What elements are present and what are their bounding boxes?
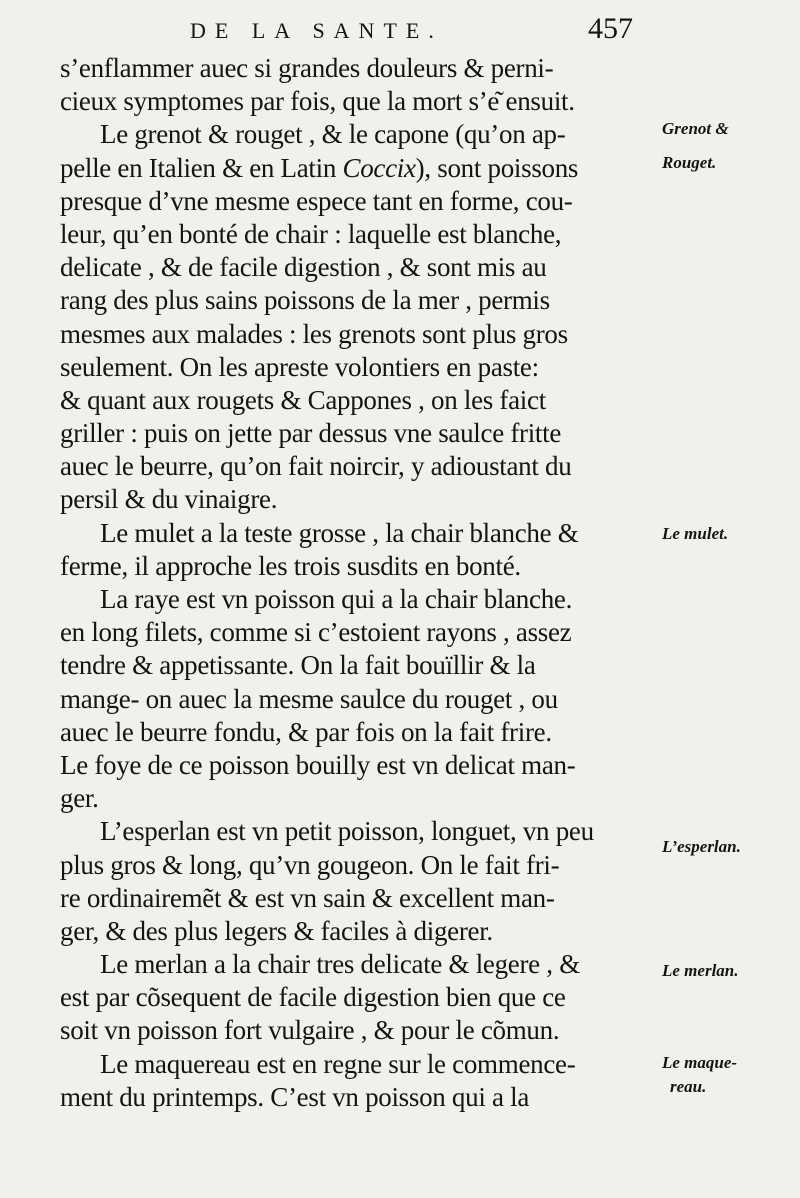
text-line: ger. <box>60 783 99 814</box>
text-line: griller : puis on jette par dessus vne saulce fritte <box>60 418 561 449</box>
paragraph-mulet-start: Le mulet a la teste grosse , la chair blanche & <box>100 517 579 548</box>
paragraph-raye-start: La raye est vn poisson qui a la chair blanche. <box>100 584 573 614</box>
latin-term: Coccix <box>342 152 416 183</box>
text-fragment: pelle en Italien & en Latin <box>60 152 343 183</box>
text-line: re ordinairemẽt & est vn sain & excellent man- <box>60 882 555 913</box>
margin-note-grenot: Grenot & <box>662 119 729 138</box>
running-title: DE LA SANTE. <box>190 18 443 43</box>
text-line: Le foye de ce poisson bouilly est vn delicat man- <box>60 749 576 780</box>
margin-note-rouget: Rouget. <box>662 153 717 172</box>
text-line: auec le beurre, qu’on fait noircir, y adioustant du <box>60 451 572 482</box>
text-line: soit vn poisson fort vulgaire , & pour le cõmun. <box>60 1015 560 1046</box>
margin-note-maquereau: Le maque- <box>662 1053 738 1072</box>
text-line: persil & du vinaigre. <box>60 484 278 515</box>
text-fragment: ), sont poissons <box>415 152 579 183</box>
margin-note-merlan: Le merlan. <box>662 961 739 980</box>
page-number: 457 <box>588 12 633 45</box>
text-line: est par cõsequent de facile digestion bien que ce <box>60 982 566 1013</box>
text-line: s’enflammer auec si grandes douleurs & perni- <box>60 53 554 83</box>
text-line: & quant aux rougets & Cappones , on les faict <box>60 384 546 415</box>
margin-note-esperlan: L’esperlan. <box>662 837 741 856</box>
margin-note-maquereau-cont: reau. <box>670 1077 707 1096</box>
text-line: rang des plus sains poissons de la mer , permis <box>60 285 550 316</box>
text-line: mange- on auec la mesme saulce du rouget , ou <box>60 683 558 714</box>
text-line: presque d’vne mesme espece tant en forme, cou- <box>60 185 573 216</box>
text-line: ferme, il approche les trois susdits en bonté. <box>60 550 521 581</box>
text-line: cieux symptomes par fois, que la mort s’e͂ ensuit. <box>60 86 575 117</box>
text-line: auec le beurre fondu, & par fois on la fait frire. <box>60 716 552 747</box>
text-line: plus gros & long, qu’vn gougeon. On le fait fri- <box>60 849 560 880</box>
paragraph-maquereau-start: Le maquereau est en regne sur le commence- <box>100 1048 576 1079</box>
text-line: tendre & appetissante. On la fait bouïllir & la <box>60 650 536 681</box>
paragraph-merlan-start: Le merlan a la chair tres delicate & legere , & <box>100 949 580 980</box>
text-line: en long filets, comme si c’estoient rayons , assez <box>60 617 572 648</box>
paragraph-esperlan-start: L’esperlan est vn petit poisson, longuet, vn peu <box>100 816 594 847</box>
paragraph-grenot-start: Le grenot & rouget , & le capone (qu’on ap- <box>100 119 566 150</box>
text-line: delicate , & de facile digestion , & sont mis au <box>60 252 547 283</box>
text-line: mesmes aux malades : les grenots sont plus gros <box>60 318 568 349</box>
margin-note-mulet: Le mulet. <box>662 524 729 543</box>
text-line: seulement. On les apreste volontiers en paste: <box>60 351 539 382</box>
text-line: leur, qu’en bonté de chair : laquelle est blanche, <box>60 218 562 249</box>
text-line: ment du printemps. C’est vn poisson qui a la <box>60 1081 530 1112</box>
text-line: ger, & des plus legers & faciles à digerer. <box>60 915 493 946</box>
